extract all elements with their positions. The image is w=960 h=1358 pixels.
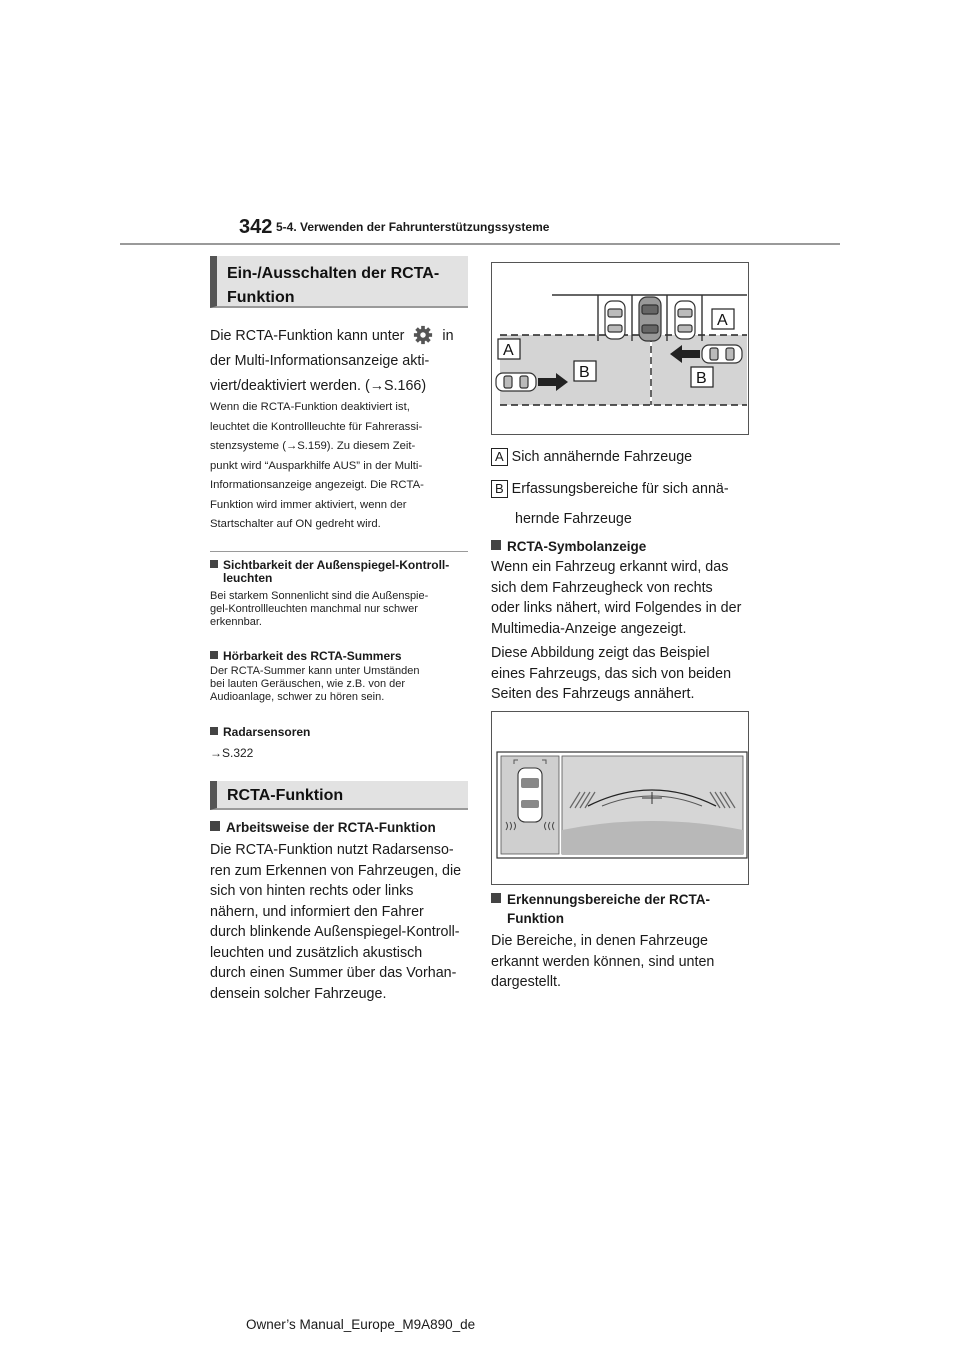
chapter-title: 5-4. Verwenden der Fahrunterstützungssysteme xyxy=(276,220,550,234)
legend-a-text: Sich annähernde Fahrzeuge xyxy=(511,449,693,465)
note-line: Informationsanzeige angezeigt. Die RCTA- xyxy=(210,479,424,491)
note-line: Startschalter auf ON gedreht wird. xyxy=(210,518,381,530)
areas-paragraph xyxy=(491,931,756,993)
toggle-text-a: Die RCTA-Funktion kann unter xyxy=(210,328,405,344)
sub-text-line: gel-Kontrollleuchten manchmal nur schwer xyxy=(210,603,418,615)
bullet-square-icon xyxy=(210,821,220,831)
symbol-paragraph xyxy=(491,557,756,705)
bullet-square-icon xyxy=(210,651,218,659)
operation-line: sich von hinten rechts oder links xyxy=(210,883,414,899)
areas-heading xyxy=(491,890,751,928)
sub-heading: Sichtbarkeit der Außenspiegel-Kontroll- xyxy=(223,558,450,572)
section-heading-toggle xyxy=(210,256,468,308)
symbol-line: oder links nähert, wird Folgendes in der xyxy=(491,600,742,616)
section-heading-text: RCTA-Funktion xyxy=(227,787,344,804)
toggle-text-line3: viert/deaktiviert werden. (→S.166) xyxy=(210,377,427,394)
operation-line: Die RCTA-Funktion nutzt Radarsenso- xyxy=(210,842,454,858)
header-rule xyxy=(120,243,840,245)
operation-paragraph xyxy=(210,840,472,1004)
operation-line: ren zum Erkennen von Fahrzeugen, die xyxy=(210,862,462,879)
section-heading-line1: Ein-/Ausschalten der RCTA- xyxy=(227,265,440,282)
note-line: stenzsysteme (→S.159). Zu diesem Zeit- xyxy=(210,440,416,452)
sub-text-line: erkennbar. xyxy=(210,616,262,628)
symbol-line: Wenn ein Fahrzeug erkannt wird, das xyxy=(491,559,729,575)
label-a-left: A xyxy=(503,342,514,359)
sub-text-line: Bei starkem Sonnenlicht sind die Außenspie- xyxy=(210,590,429,602)
symbol-heading-text: RCTA-Symbolanzeige xyxy=(507,539,647,554)
vehicle-top-view xyxy=(518,768,542,822)
section-heading-line2: Funktion xyxy=(227,289,295,306)
symbol-line: sich dem Fahrzeugheck von rechts xyxy=(491,579,713,596)
legend-b-text: Erfassungsbereiche für sich annä- xyxy=(511,481,729,497)
symbol-line: Multimedia-Anzeige angezeigt. xyxy=(491,620,687,637)
multimedia-display-svg xyxy=(492,712,748,884)
operation-line: durch einen Summer über das Vorhan- xyxy=(210,965,457,981)
subsection-buzzer xyxy=(210,650,470,704)
legend-key-b: B xyxy=(491,480,508,498)
parking-diagram xyxy=(491,262,749,435)
operation-line: durch blinkende Außenspiegel-Kontroll- xyxy=(210,924,460,940)
sub-heading: Hörbarkeit des RCTA-Summers xyxy=(223,649,402,663)
divider xyxy=(210,551,468,552)
areas-line: dargestellt. xyxy=(491,974,561,990)
footer-text: Owner’s Manual_Europe_M9A890_de xyxy=(246,1317,476,1332)
bullet-square-icon xyxy=(210,727,218,735)
toggle-paragraph xyxy=(210,325,470,396)
bullet-square-icon xyxy=(491,540,501,550)
approaching-car-right xyxy=(702,345,742,363)
sub-text-line: Audioanlage, schwer zu hören sein. xyxy=(210,691,385,703)
sub-text-line: Der RCTA-Summer kann unter Umständen xyxy=(210,665,420,677)
multimedia-display-figure xyxy=(491,711,749,885)
subsection-visibility xyxy=(210,559,470,629)
operation-line: nähern, und informiert den Fahrer xyxy=(210,903,424,920)
label-b-right: B xyxy=(696,370,707,387)
toggle-text-line2: der Multi-Informationsanzeige akti- xyxy=(210,353,430,369)
symbol-heading xyxy=(491,537,751,556)
label-b-left: B xyxy=(579,364,590,381)
example-line: Diese Abbildung zeigt das Beispiel xyxy=(491,645,710,661)
section-heading-rcta xyxy=(210,781,468,810)
note-line: punkt wird “Ausparkhilfe AUS” in der Multi- xyxy=(210,459,423,472)
operation-line: densein solcher Fahrzeuge. xyxy=(210,985,387,1002)
page-number: 342 xyxy=(239,216,273,238)
bullet-square-icon xyxy=(491,893,501,903)
sub-heading-cont: leuchten xyxy=(223,571,273,585)
page-reference-link[interactable]: →S.322 xyxy=(210,746,254,760)
areas-heading-text: Erkennungsbereiche der RCTA- xyxy=(507,892,711,907)
legend xyxy=(491,447,756,530)
areas-line: Die Bereiche, in denen Fahrzeuge xyxy=(491,933,708,949)
example-line: eines Fahrzeugs, das sich von beiden xyxy=(491,665,732,682)
approaching-car-left xyxy=(496,373,536,391)
operation-heading-text: Arbeitsweise der RCTA-Funktion xyxy=(226,820,436,835)
example-line: Seiten des Fahrzeugs annähert. xyxy=(491,686,695,702)
parking-diagram-svg xyxy=(492,263,748,434)
operation-line: leuchten und zusätzlich akustisch xyxy=(210,944,423,961)
subsection-radar xyxy=(210,726,470,760)
toggle-text-b: in xyxy=(442,328,454,344)
label-a-right: A xyxy=(717,312,728,329)
own-car xyxy=(639,297,661,341)
legend-b-text-cont: hernde Fahrzeuge xyxy=(515,511,632,527)
note-line: leuchtet die Kontrollleuchte für Fahrerassi- xyxy=(210,420,423,433)
note-line: Funktion wird immer aktiviert, wenn der xyxy=(210,498,407,511)
areas-line: erkannt werden können, sind unten xyxy=(491,953,715,970)
bullet-square-icon xyxy=(210,560,218,568)
sub-text-line: bei lauten Geräuschen, wie z.B. von der xyxy=(210,678,406,690)
parked-car-2 xyxy=(675,301,695,339)
gear-icon xyxy=(412,325,434,345)
legend-key-a: A xyxy=(491,448,508,466)
note-line: Wenn die RCTA-Funktion deaktiviert ist, xyxy=(210,401,410,413)
parked-car-1 xyxy=(605,301,625,339)
deactivation-note xyxy=(210,398,470,535)
sub-heading: Radarsensoren xyxy=(223,725,311,739)
areas-heading-cont: Funktion xyxy=(507,911,564,926)
operation-heading xyxy=(210,818,470,837)
